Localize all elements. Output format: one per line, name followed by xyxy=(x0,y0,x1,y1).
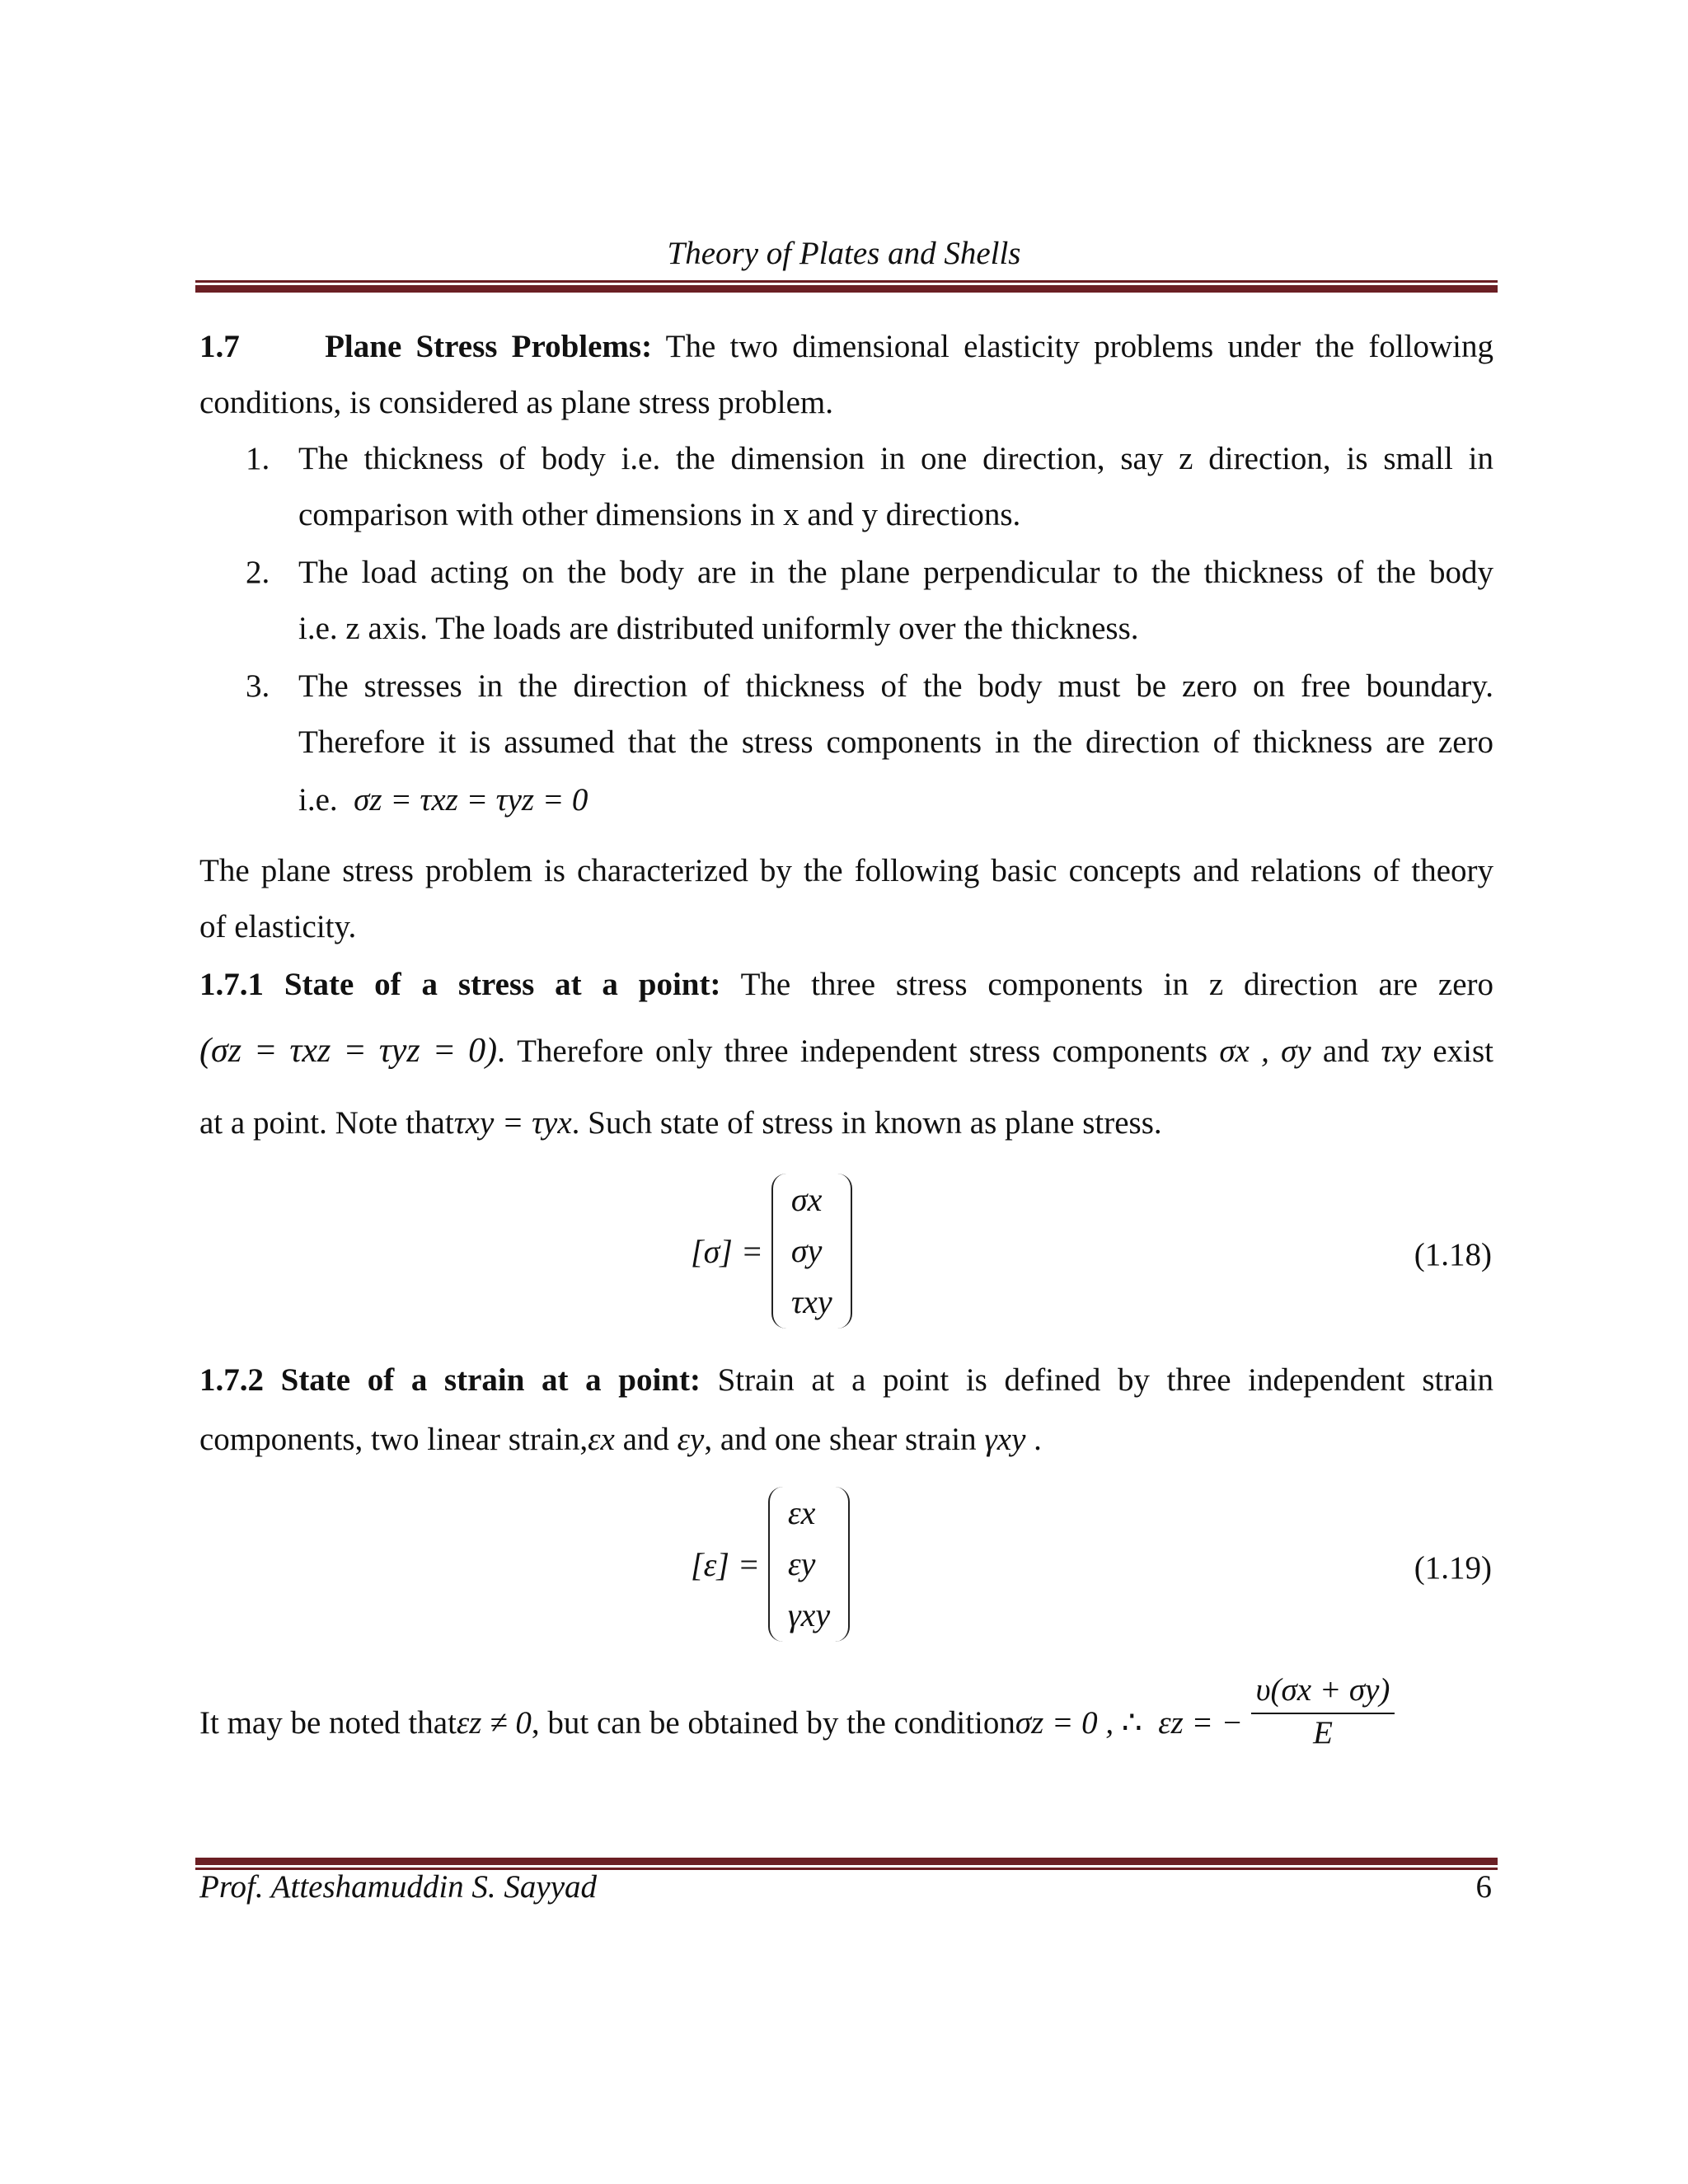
fraction-denominator: E xyxy=(1313,1715,1333,1750)
strain-vector xyxy=(768,1487,850,1642)
stress-vector-lhs: [σ] = xyxy=(691,1232,763,1270)
subsection-2-text: Strain at a point is defined by three independent strain xyxy=(717,1362,1494,1398)
linear-strain-text: components, two linear strain, xyxy=(199,1422,588,1457)
stress-vector xyxy=(771,1174,852,1329)
vector-entry: εy xyxy=(787,1545,816,1582)
item-1-line-1: The thickness of body i.e. the dimension in one direction, say z direction, is small in xyxy=(298,441,1493,476)
shear-symmetry-equation: τxy = τyx xyxy=(453,1105,572,1141)
plane-stress-text: . Such state of stress in known as plane stress. xyxy=(571,1105,1162,1141)
section-heading: Plane Stress Problems: xyxy=(325,329,653,364)
page-number: 6 xyxy=(1475,1869,1492,1905)
subsection-1-heading: State of a stress at a point: xyxy=(284,967,721,1002)
item-number: 3. xyxy=(246,668,270,704)
vector-entry: σx xyxy=(790,1181,823,1218)
item-2-line-1: The load acting on the body are in the plane perpendicular to the thickness of the body xyxy=(298,555,1493,590)
strain-y: εy xyxy=(677,1422,705,1457)
paragraph-line-1: The plane stress problem is characterized by the following basic concepts and relations of theory xyxy=(199,853,1493,888)
fraction-numerator: υ(σx + σy) xyxy=(1251,1670,1395,1714)
strain-vector-lhs: [ε] = xyxy=(691,1545,760,1583)
item-3-line-3 xyxy=(298,781,1493,819)
item-3-line-2: Therefore it is assumed that the stress components in the direction of thickness are zero xyxy=(298,724,1493,760)
closing-text-a: It may be noted that xyxy=(199,1704,457,1741)
shear-stress: τxy xyxy=(1381,1033,1422,1069)
section-intro-cont: conditions, is considered as plane stress problem. xyxy=(199,385,834,420)
therefore-symbol: ∴ xyxy=(1121,1704,1142,1741)
subsection-2-line-2 xyxy=(199,1421,1493,1459)
vector-entry: γxy xyxy=(787,1596,831,1633)
item-number: 2. xyxy=(246,555,270,590)
vector-entry: σy xyxy=(790,1232,823,1269)
vector-entry: τxy xyxy=(790,1283,832,1320)
section-heading-line xyxy=(199,328,1493,366)
item-number: 1. xyxy=(246,441,270,476)
period: . xyxy=(1034,1422,1042,1457)
header-rule xyxy=(195,280,1498,293)
subsection-1-line-3 xyxy=(199,1104,1493,1142)
subsection-1-number: 1.7.1 xyxy=(199,967,264,1002)
section-intro: The two dimensional elasticity problems under the following xyxy=(665,329,1494,364)
equation-number: (1.19) xyxy=(1414,1550,1492,1586)
running-header: Theory of Plates and Shells xyxy=(667,236,1021,271)
and-text: and xyxy=(622,1422,669,1457)
subsection-1-heading-line xyxy=(199,966,1493,1004)
ie-label: i.e. xyxy=(298,782,338,818)
and-text: and xyxy=(1322,1033,1370,1069)
footer-author: Prof. Atteshamuddin S. Sayyad xyxy=(199,1869,598,1905)
section-number: 1.7 xyxy=(199,329,240,364)
item-2-line-2: i.e. z axis. The loads are distributed uniformly over the thickness. xyxy=(298,611,1139,646)
shear-strain: γxy xyxy=(984,1422,1026,1457)
subsection-1-line-2 xyxy=(199,1032,1493,1071)
paragraph-line-2: of elasticity. xyxy=(199,909,357,944)
exist-text: exist xyxy=(1432,1033,1493,1069)
stress-zero-equation: σz = τxz = τyz = 0 xyxy=(354,782,588,818)
strain-z-fraction xyxy=(1251,1670,1395,1752)
strain-z-equation: εz = − xyxy=(1158,1704,1243,1741)
subsection-1-text: The three stress components in z direction are zero xyxy=(740,967,1494,1002)
zero-stress-tuple: (σz = τxz = τyz = 0) xyxy=(199,1032,498,1070)
subsection-2-heading-line xyxy=(199,1361,1493,1399)
stress-components: σx , σy xyxy=(1219,1033,1311,1069)
shear-strain-text: , and one shear strain xyxy=(704,1422,977,1457)
closing-text-b: , but can be obtained by the condition xyxy=(531,1704,1015,1741)
subsection-2-heading: State of a strain at a point: xyxy=(280,1362,701,1398)
strain-x: εx xyxy=(588,1422,615,1457)
note-text: at a point. Note that xyxy=(199,1105,454,1141)
vector-entry: εx xyxy=(787,1494,816,1531)
equation-number: (1.18) xyxy=(1414,1237,1492,1272)
closing-line xyxy=(199,1672,1493,1767)
strain-z-nonzero: εz ≠ 0 xyxy=(456,1704,532,1741)
stress-vector-equation xyxy=(691,1174,852,1329)
strain-vector-equation xyxy=(691,1487,850,1642)
subsection-1-text-b: . Therefore only three independent stress components xyxy=(497,1033,1208,1069)
item-1-line-2: comparison with other dimensions in x and y directions. xyxy=(298,497,1021,532)
subsection-2-number: 1.7.2 xyxy=(199,1362,264,1398)
item-3-line-1: The stresses in the direction of thickness of the body must be zero on free boundary. xyxy=(298,668,1493,704)
stress-z-zero: σz = 0 , xyxy=(1015,1704,1114,1741)
